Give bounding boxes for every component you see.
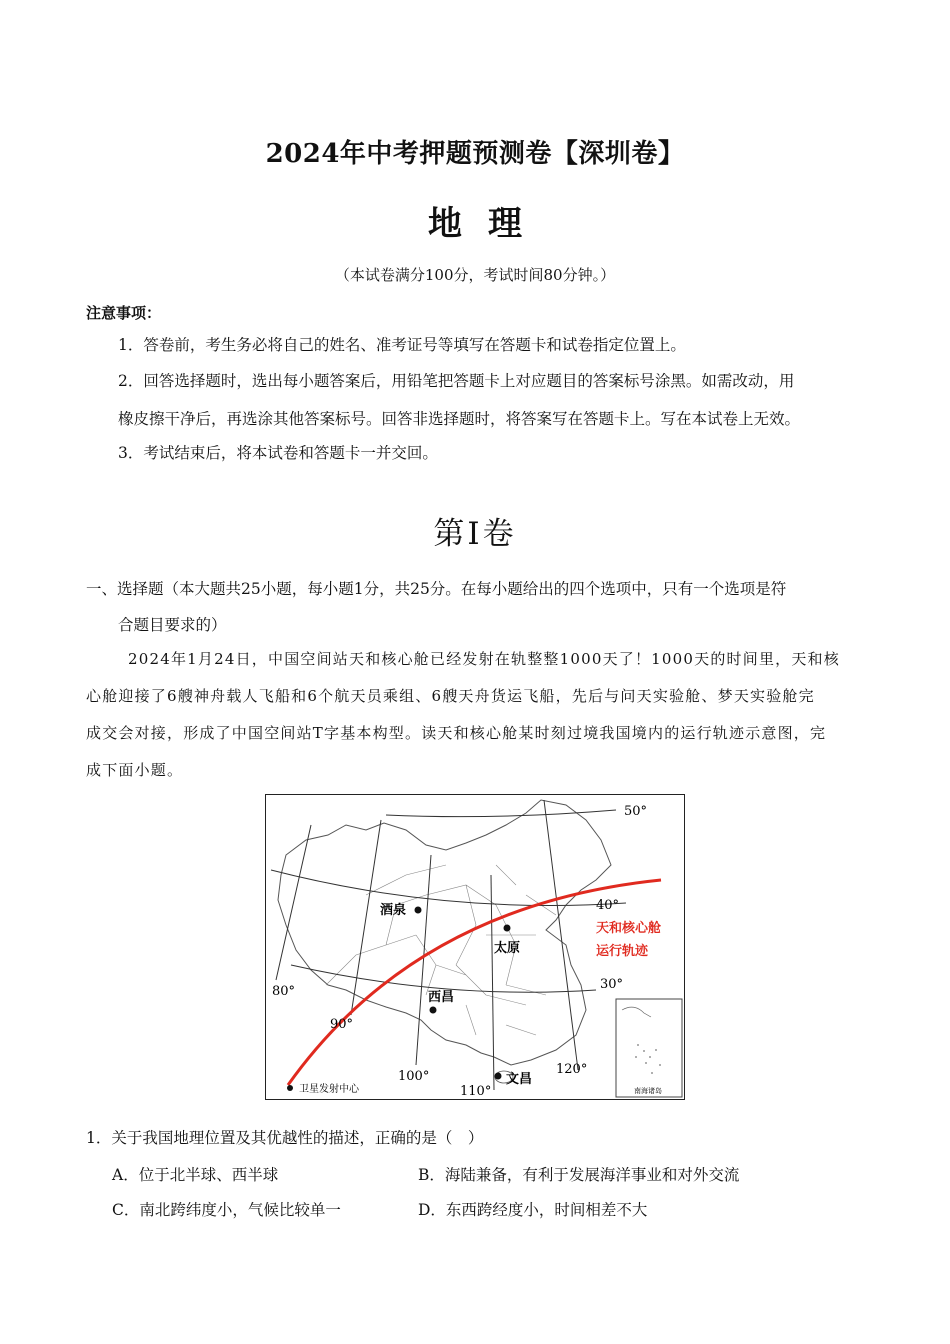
inset-frame bbox=[616, 999, 682, 1097]
inset-label: 南海诸岛 bbox=[634, 1087, 662, 1095]
lon-label: 120° bbox=[556, 1062, 588, 1077]
china-map-svg bbox=[266, 795, 685, 1100]
lat-label: 50° bbox=[624, 804, 648, 819]
city-dot bbox=[495, 1073, 502, 1080]
longitude-80 bbox=[276, 825, 311, 980]
lat-label: 30° bbox=[600, 977, 624, 992]
section-heading-continued: 合题目要求的） bbox=[118, 616, 227, 634]
volume-title: 第Ⅰ卷 bbox=[433, 516, 517, 552]
note-item: 3．考试结束后，将本试卷和答题卡一并交回。 bbox=[118, 444, 438, 462]
option-a[interactable]: A．位于北半球、西半球 bbox=[112, 1166, 279, 1184]
lon-label: 80° bbox=[272, 984, 296, 999]
latitude-50 bbox=[386, 810, 616, 817]
exam-title: 2024年中考押题预测卷【深圳卷】 bbox=[265, 139, 685, 169]
option-d[interactable]: D．东西跨经度小，时间相差不大 bbox=[418, 1201, 648, 1219]
legend-label: 卫星发射中心 bbox=[299, 1084, 359, 1095]
legend-dot bbox=[287, 1085, 293, 1091]
option-b[interactable]: B．海陆兼备，有利于发展海洋事业和对外交流 bbox=[418, 1166, 740, 1184]
question-stem: 1．关于我国地理位置及其优越性的描述，正确的是（ ） bbox=[86, 1129, 484, 1147]
latitude-40 bbox=[271, 870, 626, 906]
city-label: 西昌 bbox=[428, 990, 455, 1005]
lon-label: 110° bbox=[460, 1084, 492, 1099]
track-label: 运行轨迹 bbox=[596, 944, 649, 959]
passage-line: 成下面小题。 bbox=[86, 761, 184, 779]
orbit-map-figure bbox=[265, 794, 685, 1100]
city-dot bbox=[415, 907, 422, 914]
longitude-110 bbox=[491, 875, 494, 1090]
note-item-continued: 橡皮擦干净后，再选涂其他答案标号。回答非选择题时，将答案写在答题卡上。写在本试卷上无效。 bbox=[118, 410, 801, 428]
option-c[interactable]: C．南北跨纬度小，气候比较单一 bbox=[112, 1201, 341, 1219]
passage-line: 心舱迎接了6艘神舟载人飞船和6个航天员乘组、6艘天舟货运飞船，先后与问天实验舱、梦天实验舱完 bbox=[86, 687, 815, 705]
score-note: （本试卷满分100分，考试时间80分钟。） bbox=[334, 266, 616, 284]
track-label: 天和核心舱 bbox=[596, 921, 662, 936]
lon-label: 100° bbox=[398, 1069, 430, 1084]
city-dot bbox=[430, 1007, 437, 1014]
longitude-90 bbox=[351, 820, 381, 1015]
latitude-30 bbox=[291, 965, 596, 992]
passage-line: 2024年1月24日，中国空间站天和核心舱已经发射在轨整整1000天了！1000天的时间里，天和核 bbox=[128, 650, 840, 668]
city-label: 太原 bbox=[494, 941, 521, 956]
passage-line: 成交会对接，形成了中国空间站T字基本构型。读天和核心舱某时刻过境我国境内的运行轨迹示意图，完 bbox=[86, 724, 827, 742]
notes-title: 注意事项： bbox=[86, 304, 162, 322]
note-item: 1．答卷前，考生务必将自己的姓名、准考证号等填写在答题卡和试卷指定位置上。 bbox=[118, 336, 686, 354]
longitude-120 bbox=[544, 800, 578, 1070]
city-label: 酒泉 bbox=[380, 903, 407, 918]
lon-label: 90° bbox=[330, 1017, 354, 1032]
subject-title: 地理 bbox=[428, 204, 548, 244]
lat-label: 40° bbox=[596, 898, 620, 913]
section-heading: 一、选择题（本大题共25小题，每小题1分，共25分。在每小题给出的四个选项中，只有一个选项是符 bbox=[86, 580, 787, 598]
note-item: 2．回答选择题时，选出每小题答案后，用铅笔把答题卡上对应题目的答案标号涂黑。如需改动，用 bbox=[118, 372, 795, 390]
city-label: 文昌 bbox=[506, 1072, 533, 1087]
city-dot bbox=[504, 925, 511, 932]
